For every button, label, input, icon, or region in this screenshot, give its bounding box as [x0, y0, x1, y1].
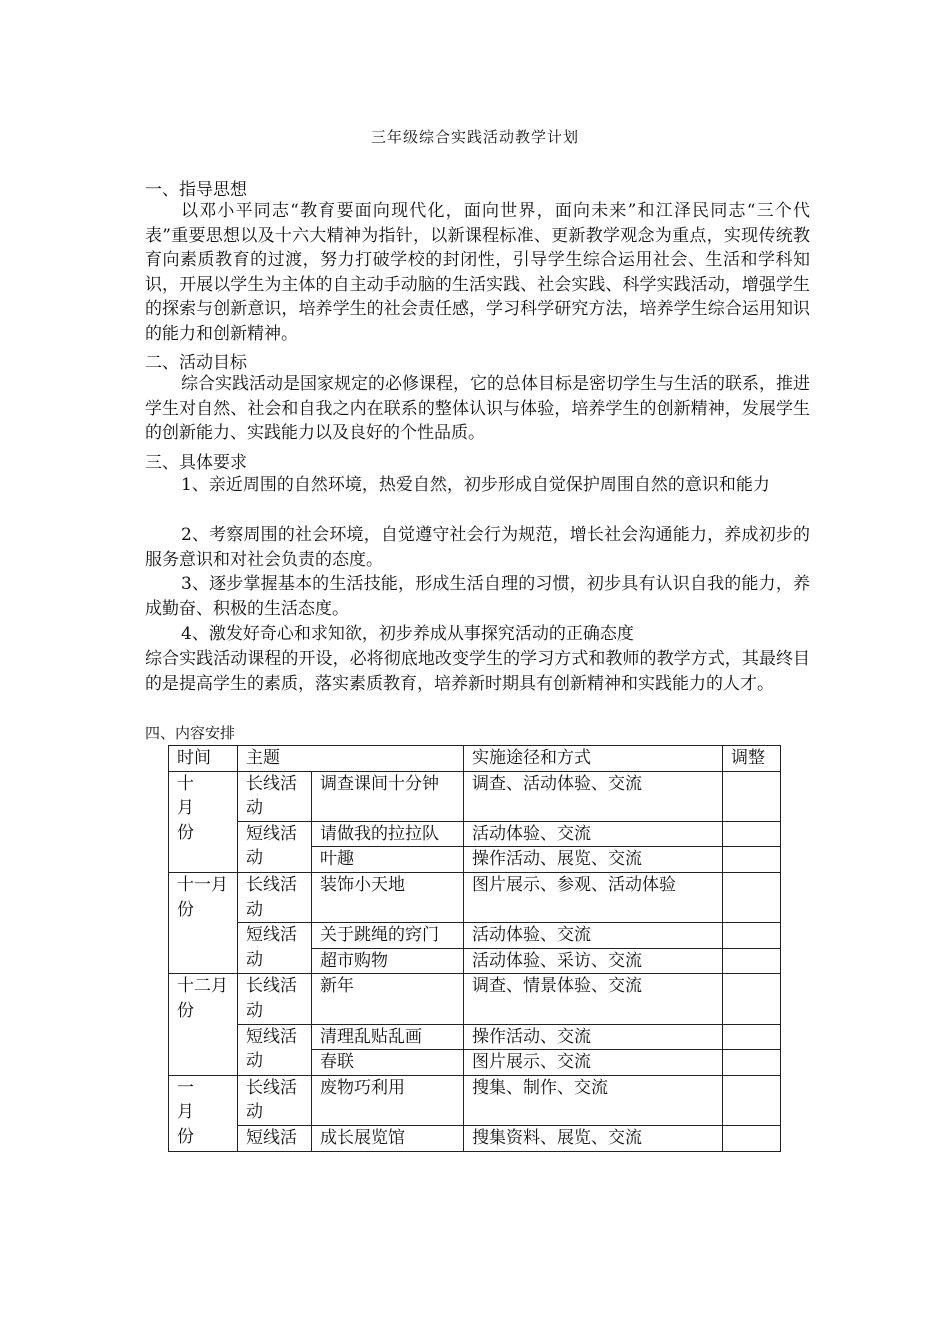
header-adjust: 调整 — [723, 746, 781, 772]
table-row — [169, 974, 781, 1024]
activity-method: 图片展示、交流 — [464, 1050, 723, 1076]
table-row — [169, 821, 781, 847]
activity-adjust — [723, 847, 781, 873]
activity-type: 短线活动 — [238, 821, 312, 872]
activity-method: 活动体验、交流 — [464, 821, 723, 847]
table-row — [169, 872, 781, 922]
activity-method: 活动体验、交流 — [464, 923, 723, 949]
section-3-closing: 综合实践活动课程的开设，必将彻底地改变学生的学习方式和教师的教学方式，其最终目的是提高学生的素质，落实素质教育，培养新时期具有创新精神和实践能力的人才。 — [145, 649, 810, 694]
content-schedule-table — [168, 745, 781, 1152]
month-october: 十月份 — [169, 771, 238, 872]
activity-adjust — [723, 872, 781, 922]
activity-topic: 超市购物 — [312, 948, 464, 974]
section-2-heading: 二、活动目标 — [145, 353, 247, 373]
activity-type: 短线活动 — [238, 923, 312, 974]
activity-method: 操作活动、展览、交流 — [464, 847, 723, 873]
activity-topic: 调查课间十分钟 — [312, 771, 464, 821]
activity-topic: 叶趣 — [312, 847, 464, 873]
month-january: 一月份 — [169, 1075, 238, 1151]
activity-topic: 关于跳绳的窍门 — [312, 923, 464, 949]
requirement-item-1: 1、亲近周围的自然环境，热爱自然，初步形成自觉保护周围自然的意识和能力 — [181, 475, 770, 495]
header-time: 时间 — [169, 746, 238, 772]
document-title: 三年级综合实践活动教学计划 — [370, 128, 579, 146]
header-theme: 主题 — [238, 746, 464, 772]
activity-adjust — [723, 948, 781, 974]
activity-method: 搜集、制作、交流 — [464, 1075, 723, 1125]
section-1-heading: 一、指导思想 — [145, 180, 247, 200]
activity-adjust — [723, 1125, 781, 1151]
table-header-row — [169, 746, 781, 772]
header-method: 实施途径和方式 — [464, 746, 723, 772]
activity-method: 图片展示、参观、活动体验 — [464, 872, 723, 922]
activity-topic: 清理乱贴乱画 — [312, 1024, 464, 1050]
activity-adjust — [723, 1050, 781, 1076]
activity-adjust — [723, 974, 781, 1024]
activity-method: 调查、情景体验、交流 — [464, 974, 723, 1024]
activity-type: 短线活动 — [238, 1024, 312, 1075]
activity-topic: 春联 — [312, 1050, 464, 1076]
section-2-body: 综合实践活动是国家规定的必修课程，它的总体目标是密切学生与生活的联系，推进学生对自然、社会和自我之内在联系的整体认识与体验，培养学生的创新精神，发展学生的创新能力、实践能力以及良好的个性品质。 — [145, 374, 810, 444]
activity-method: 操作活动、交流 — [464, 1024, 723, 1050]
activity-method: 搜集资料、展览、交流 — [464, 1125, 723, 1151]
activity-topic: 请做我的拉拉队 — [312, 821, 464, 847]
requirement-item-4: 4、激发好奇心和求知欲，初步养成从事探究活动的正确态度 — [181, 624, 634, 644]
month-december: 十二月份 — [169, 974, 238, 1075]
activity-adjust — [723, 923, 781, 949]
table-row — [169, 1075, 781, 1125]
section-1-body: 以邓小平同志“教育要面向现代化，面向世界，面向未来”和江泽民同志“三个代表”重要思想以及十六大精神为指针，以新课程标准、更新教学观念为重点，实现传统教育向素质教育的过渡，努力打破学校的封闭性，引导学生综合运用社会、生活和学科知识，开展以学生为主体的自主动手动脑的生活实践、社会实践、科学实践活动，增强学生的探索与创新意识，培养学生的社会责任感，学习科学研究方法，培养学生综合运用知识的能力和创新精神。 — [145, 201, 810, 344]
requirement-item-2: 2、考察周围的社会环境，自觉遵守社会行为规范，增长社会沟通能力，养成初步的服务意识和对社会负责的态度。 — [145, 525, 810, 570]
section-4-heading: 四、内容安排 — [145, 724, 236, 742]
activity-adjust — [723, 821, 781, 847]
section-3-heading: 三、具体要求 — [145, 453, 247, 473]
activity-topic: 装饰小天地 — [312, 872, 464, 922]
activity-topic: 废物巧利用 — [312, 1075, 464, 1125]
activity-type: 长线活动 — [238, 771, 312, 821]
activity-type: 长线活动 — [238, 872, 312, 922]
table-row — [169, 1024, 781, 1050]
table-row — [169, 923, 781, 949]
table-row — [169, 1125, 781, 1151]
table-row — [169, 771, 781, 821]
activity-adjust — [723, 1024, 781, 1050]
requirement-item-3: 3、逐步掌握基本的生活技能，形成生活自理的习惯，初步具有认识自我的能力，养成勤奋、积极的生活态度。 — [145, 574, 810, 619]
activity-method: 活动体验、采访、交流 — [464, 948, 723, 974]
activity-topic: 成长展览馆 — [312, 1125, 464, 1151]
month-november: 十一月份 — [169, 872, 238, 973]
activity-type: 长线活动 — [238, 1075, 312, 1125]
activity-topic: 新年 — [312, 974, 464, 1024]
activity-method: 调查、活动体验、交流 — [464, 771, 723, 821]
activity-type: 短线活 — [238, 1125, 312, 1151]
activity-adjust — [723, 1075, 781, 1125]
activity-adjust — [723, 771, 781, 821]
activity-type: 长线活动 — [238, 974, 312, 1024]
